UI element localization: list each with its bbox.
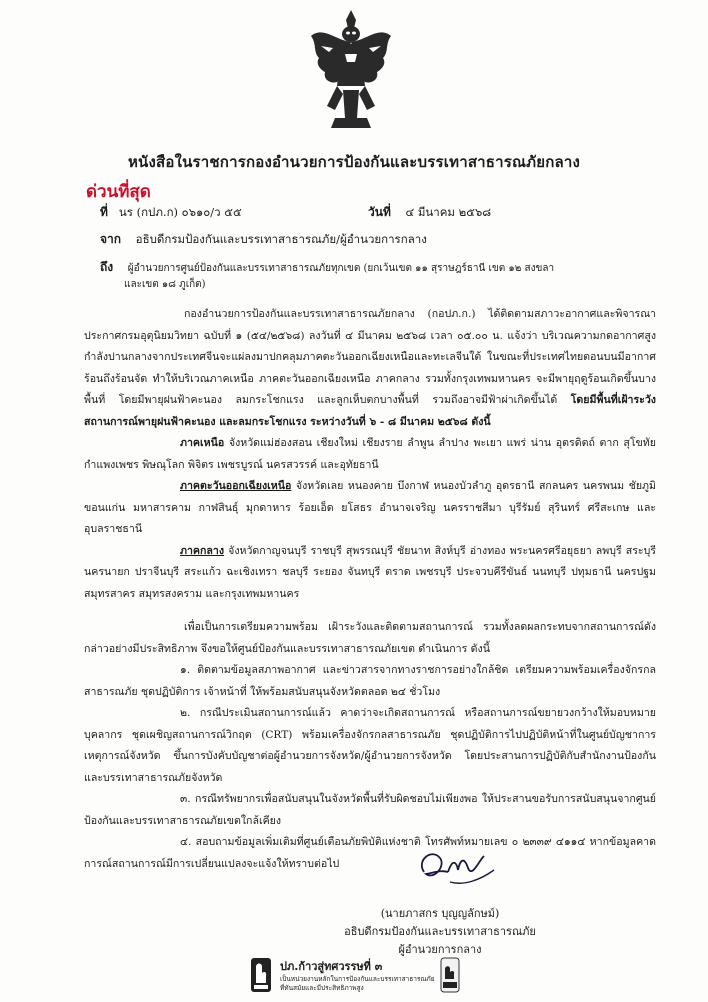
garuda-emblem-icon (305, 6, 397, 132)
to-value-line2: และเขต ๑๘ ภูเก็ต) (124, 279, 206, 290)
action-item-2: ๒. กรณีประเมินสถานการณ์แล้ว คาดว่าจะเกิดสถานการณ์ หรือสถานการณ์ขยายวงกว้างให้มอบหมายบุคลากร ชุดเผชิญสถานการณ์วิกฤต (CRT) พร้อมเครื่องจักรกลสาธารณภัย ชุดปฏิบัติการไปปฏิบัติหน้าที่ในศูนย์บัญชาการเหตุการณ์จังหวัด ขึ้นการบังคับบัญชาต่อผู้อำนวยการจังหวัด/ผู้อำนวยการจังหวัด โดยประสานการปฏิบัติกับสำนักงานป้องกันและบรรเทาสาธารณภัยจังหวัด (84, 707, 656, 784)
document-title: หนังสือในราชการกองอำนวยการป้องกันและบรรเทาสาธารณภัยกลาง (127, 153, 581, 171)
region-north-name: ภาคเหนือ (180, 437, 225, 449)
from-row (100, 230, 427, 249)
handwritten-signature-icon (410, 842, 500, 892)
signer-role: ผู้อำนวยการกลาง (398, 943, 482, 956)
footer-title: ปภ.ก้าวสู่ทศวรรษที่ ๓ (280, 960, 383, 973)
date-value: ๔ มีนาคม ๒๕๖๘ (405, 205, 492, 219)
signature-block (330, 905, 550, 959)
paragraph-request: เพื่อเป็นการเตรียมความพร้อม เฝ้าระวังและติดตามสถานการณ์ รวมทั้งลดผลกระทบจากสถานการณ์ดังกล่าวอย่างมีประสิทธิภาพ จึงขอให้ศูนย์ป้องกันและบรรเทาสาธารณภัยเขต ดำเนินการ ดังนี้ (84, 621, 656, 655)
ref-label: ที่ (100, 205, 108, 219)
to-row (100, 258, 554, 277)
region-northeast-name: ภาคตะวันออกเฉียงเหนือ (180, 480, 292, 492)
action-item-4: ๔. สอบถามข้อมูลเพิ่มเติมที่ศูนย์เตือนภัยพิบัติแห่งชาติ โทรศัพท์หมายเลข ๐ ๒๓๓๙ ๔๑๑๔ หากข้อมูลคาดการณ์สถานการณ์มีการเปลี่ยนแปลงจะแจ้งให้ทราบต่อไป (84, 836, 656, 870)
region-north (84, 433, 656, 476)
from-value: อธิบดีกรมป้องกันและบรรเทาสาธารณภัย/ผู้อำนวยการกลาง (135, 232, 427, 246)
to-label: ถึง (100, 260, 114, 274)
region-north-text: จังหวัดแม่ฮ่องสอน เชียงใหม่ เชียงราย ลำพูน ลำปาง พะเยา แพร่ น่าน อุตรดิตถ์ ตาก สุโขทัย กำแพงเพชร พิษณุโลก พิจิตร เพชรบูรณ์ นครสวรรค์ และอุทัยธานี (84, 437, 656, 471)
action-item-1: ๑. ติดตามข้อมูลสภาพอากาศ และข่าวสารจากทางราชการอย่างใกล้ชิด เตรียมความพร้อมเครื่องจักรกลสาธารณภัย ชุดปฏิบัติการ เจ้าหน้าที่ ให้พร้อมสนับสนุนจังหวัดตลอด ๒๔ ชั่วโมง (84, 664, 656, 698)
document-body (84, 304, 656, 875)
region-central (84, 541, 656, 606)
ref-value: นร (กปภ.ก) ๐๖๑๐/ว ๕๕ (118, 205, 242, 219)
action-item-3: ๓. กรณีทรัพยากรเพื่อสนับสนุนในจังหวัดพื้นที่รับผิดชอบไม่เพียงพอ ให้ประสานขอรับการสนับสนุนจากศูนย์ป้องกันและบรรเทาสาธารณภัยเขตใกล้เคียง (84, 793, 656, 827)
region-northeast (84, 476, 656, 541)
region-northeast-text: จังหวัดเลย หนองคาย บึงกาฬ หนองบัวลำภู อุดรธานี สกลนคร นครพนม ชัยภูมิ ขอนแก่น มหาสารคาม กาฬสินธุ์ มุกดาหาร ร้อยเอ็ด ยโสธร อำนาจเจริญ นครราชสีมา บุรีรัมย์ สุรินทร์ ศรีสะเกษ และอุบลราชธานี (84, 480, 657, 535)
footer-line1: เป็นหน่วยงานหลักในการป้องกันและบรรเทาสาธารณภัย (280, 975, 435, 983)
footer-banner (250, 955, 460, 999)
signer-position: อธิบดีกรมป้องกันและบรรเทาสาธารณภัย (344, 925, 536, 938)
from-label: จาก (100, 232, 122, 246)
to-value-line1: ผู้อำนวยการศูนย์ป้องกันและบรรเทาสาธารณภัยทุกเขต (ยกเว้นเขต ๑๑ สุราษฎร์ธานี เขต ๑๒ สงขลา (127, 263, 555, 274)
watch-period-text: โดยมีพื้นที่เฝ้าระวังสถานการณ์พายุฝนฟ้าคะนอง และลมกระโชกแรง ระหว่างวันที่ ๖ - ๘ มีนาคม ๒๕๖๘ ดังนี้ (84, 394, 656, 428)
footer-line2: ที่ทันสมัยและมีประสิทธิภาพสูง (280, 984, 364, 992)
dpm-logo-icon (250, 957, 272, 993)
date-label: วันที่ (368, 205, 391, 219)
thumb-up-logo-icon (440, 957, 460, 993)
signer-name: (นายภาสกร บุญญลักษม์) (380, 907, 500, 920)
paragraph-situation (84, 304, 656, 433)
ref-row (100, 203, 242, 222)
region-central-name: ภาคกลาง (180, 544, 225, 557)
region-central-text: จังหวัดกาญจนบุรี ราชบุรี สุพรรณบุรี ชัยนาท สิงห์บุรี อ่างทอง พระนครศรีอยุธยา ลพบุรี สระบุรี นครนายก ปราจีนบุรี สระแก้ว ฉะเชิงเทรา ชลบุรี ระยอง จันทบุรี ตราด เพชรบุรี ประจวบคีรีขันธ์ นนทบุรี ปทุมธานี นครปฐม สมุทรสาคร สมุทรสงคราม และกรุงเทพมหานคร (84, 544, 657, 600)
urgency-label: ด่วนที่สุด (86, 182, 151, 202)
paragraph-situation-text: กองอำนวยการป้องกันและบรรเทาสาธารณภัยกลาง (กอปภ.ก.) ได้ติดตามสภาวะอากาศและพิจารณาประกาศกรมอุตุนิยมวิทยา ฉบับที่ ๑ (๕๔/๒๕๖๘) ลงวันที่ ๔ มีนาคม ๒๕๖๘ เวลา ๐๕.๐๐ น. แจ้งว่า บริเวณความกดอากาศสูงกำลังปานกลางจากประเทศจีนจะแผ่ลงมาปกคลุมภาคตะวันออกเฉียงเหนือและทะเลจีนใต้ ในขณะที่ประเทศไทยตอนบนมีอากาศร้อนถึงร้อนจัด ทำให้บริเวณภาคเหนือ ภาคตะวันออกเฉียงเหนือ ภาคกลาง รวมทั้งกรุงเทพมหานคร จะมีพายุฤดูร้อนเกิดขึ้นบางพื้นที่ โดยมีพายุฝนฟ้าคะนอง ลมกระโชกแรง และลูกเห็บตกบางพื้นที่ รวมถึงอาจมีฟ้าผ่าเกิดขึ้นได้ (84, 308, 656, 406)
date-row (368, 203, 491, 222)
